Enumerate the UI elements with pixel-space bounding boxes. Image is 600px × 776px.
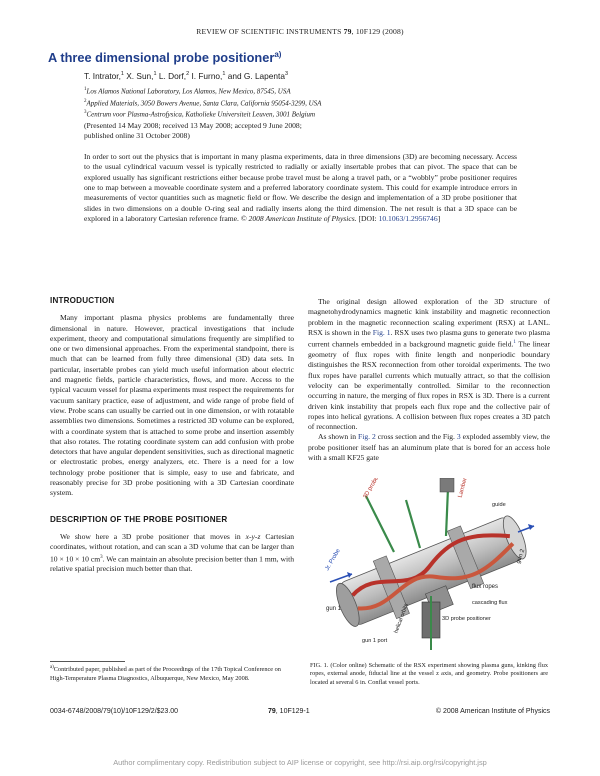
footer-issn: 0034-6748/2008/79(10)/10F129/2/$23.00 <box>50 708 179 715</box>
left-column <box>50 296 294 575</box>
label-port: gun 1 port <box>362 638 388 644</box>
author-list <box>84 71 288 81</box>
figure-1-caption <box>310 662 548 687</box>
probe-rod <box>366 496 394 552</box>
probe-rod <box>406 500 420 548</box>
label-lamber-probe: Lamber probe <box>457 478 474 499</box>
author: X. Sun,$^1$ <box>126 71 157 81</box>
journal-header <box>0 27 600 36</box>
caption-text: (Color online) Schematic of the RSX experiment showing plasma guns, kinking flux ropes, external anode, fiducial line at the vessel z axis, and geometry. Probe positioners are located at several 6 in. Conflat vessel ports. <box>310 662 548 686</box>
label-cascading: cascading flux <box>472 600 508 606</box>
section-heading-introduction: INTRODUCTION <box>50 296 115 305</box>
author: and G. Lapenta$^3$ <box>227 71 289 81</box>
rsx-paragraph: The original design allowed exploration of the 3D structure of magnetohydrodynamics magnetic kink instability and magnetic reconnection problem in the magnetic reconnection scaling experiment (RSX) at LANL. RSX is shown in the Fig. 1. RSX uses two plasma guns to generate two plasma current channels embedded in a background magnetic guide field.$^1$ The linear geometry of flux ropes with finite length and nonperiodic boundary distinguishes the RSX reconnection from other toroidal experiments. The two flux ropes have parallel currents which mutually attract, so that the collision velocity can be experimentally controlled. Similar to the reconnection occurring in nature, the merging of flux ropes in RSX is 3D. There is a current driven kink instability that propels each flux rope and the collective pair of ropes into helical gyrations. A collision between flux ropes creates a 3D patch of reconnection. <box>308 297 550 432</box>
figure-1 <box>322 478 542 652</box>
ref-1-link[interactable]: 1 <box>513 340 516 346</box>
author: L. Dorf,$^2$ <box>158 71 190 81</box>
label-guide: guide <box>492 502 506 508</box>
affiliation: $^3$Centrum voor Plasma-Astrofysica, Katholieke Universiteit Leuven, 3001 Belgium <box>84 110 316 119</box>
affiliation: $^2$Applied Materials, 3050 Bowers Avenue, Santa Clara, California 95054-3299, USA <box>84 98 322 108</box>
author: I. Furno,$^1$ <box>191 71 226 81</box>
label-3d-probe: 3D probe <box>362 478 381 500</box>
fig3-link[interactable]: 3 <box>456 432 461 442</box>
section-heading-description: DESCRIPTION OF THE PROBE POSITIONER <box>50 514 228 524</box>
history-line: published online 31 October 2008) <box>84 131 190 140</box>
footnote: $^{a)}$Contributed paper, published as part of the Proceedings of the 17th Topical Conference on High-Temperature Plasma Diagnostics, Albuquerque, New Mexico, May 2008. <box>50 665 281 682</box>
fig2-link[interactable]: Fig. 2 <box>358 432 376 442</box>
abstract: In order to sort out the physics that is important in many plasma experiments, data in three dimensions (3D) are becoming necessary. Access to the usual cylindrical vacuum vessel is typically restricted to radially or axially insertable probes that can pivot. The space that can be explored usually has significant restrictions either because probe travel must be along a travel path, or a “wobbly” probe positioner requires one to map between a moveable coordinate system and a preferred laboratory coordinate system. This could for example introduce errors in measurements of vector quantities such as magnetic field or flow. We describe the design and implementation of a 3D probe positioner that slides in two dimensions on a double O-ring seal and radially inserts along the third dimension. The net result is that a 3D space can be explored in a laboratory Cartesian reference frame. © 2008 American Institute of Physics. [DOI: 10.1063/1.2956746] <box>84 152 517 224</box>
footer-copyright: © 2008 American Institute of Physics <box>435 708 550 715</box>
footnote-rule <box>50 661 125 662</box>
affiliations <box>84 85 321 120</box>
history-line: (Presented 14 May 2008; received 13 May 2008; accepted 9 June 2008; <box>84 121 302 130</box>
doi-link[interactable]: 10.1063/1.2956746 <box>378 214 438 224</box>
label-gun-1: gun 1 <box>326 606 342 612</box>
copyright-notice-link[interactable]: Author complimentary copy. Redistribution subject to AIP license or copyright, see http://rsi.aip.org/rsi/copyright.jsp <box>113 758 487 767</box>
rsx-schematic <box>322 478 542 652</box>
journal-name: REVIEW OF SCIENTIFIC INSTRUMENTS <box>196 27 342 36</box>
abstract-text: In order to sort out the physics that is important in many plasma experiments, data in three dimensions (3D) are becoming necessary. Access to the usual cylindrical vacuum vessel is typically restricted to radially or axially insertable probes that can pivot. The space that can be explored usually has significant restrictions either because probe travel must be along a travel path, or a “wobbly” probe positioner requires one to map between a moveable coordinate system and a preferred laboratory coordinate system. This could for example introduce errors in measurements of vector quantities such as magnetic field or flow. We describe the design and implementation of a 3D probe positioner that slides in two dimensions on a double O-ring seal and radially inserts along the third dimension. The net result is that a 3D space can be explored in a laboratory Cartesian reference frame. <box>84 152 517 224</box>
caption-label: FIG. 1. <box>310 662 329 669</box>
paper-title <box>48 50 281 65</box>
label-positioner: 3D probe positioner <box>442 616 491 622</box>
label-jr-probe: Jr. Probe <box>324 548 342 572</box>
affiliation: $^1$Los Alamos National Laboratory, Los Alamos, New Mexico, 87545, USA <box>84 87 291 96</box>
intro-paragraph: Many important plasma physics problems are fundamentally three dimensional in nature. However, practical investigations that include experiment, theory and computational simulations frequently are simplified to one or two dimensional approaches. From the experimental standpoint, there is much that can be learned from fully three dimensional (3D) data sets. In particular, insertable probes can yield much useful information about electric and magnetic fields, particle characteristics, flows, and more. Access to the typical vacuum vessel for plasma experiments must respect the requirements for vacuum sanitary practice, ease of adjustment, and wide range of probe field of view. Probe scans can usually be carried out in one dimension, or with rotatable assemblies two dimensions. Sometimes a restricted 3D volume can be explored, with a coordinate system that is attached to some probe and insertion assembly that also rotates. The rotating coordinate system can add confusion with probe detectors that have angular dependent sensitivities, such as directional magnetic or electrostatic probes, energy analyzers, etc. There is a need for a low technology probe positioner that is simple, easy to use and fabricate, and reasonably precise for 3D probe positioning with a 3D Cartesian coordinate system. <box>50 313 294 498</box>
right-column <box>308 297 550 463</box>
probe-rod <box>446 488 448 536</box>
fig1-link[interactable]: Fig. 1 <box>372 327 391 337</box>
journal-article: , 10F129 (2008) <box>351 27 404 36</box>
label-helical-orbits: helical orbits <box>393 602 410 635</box>
journal-volume: 79 <box>343 27 352 36</box>
abstract-copyright: © 2008 American Institute of Physics. <box>240 214 357 224</box>
author: T. Intrator,$^1$ <box>84 71 124 81</box>
paper-title-text: A three dimensional probe positioner <box>48 50 275 65</box>
publication-history <box>84 121 524 141</box>
title-footnote-mark[interactable]: a) <box>274 50 282 59</box>
label-gun-2: gun 2 <box>515 548 527 565</box>
label-flux-ropes: flux ropes <box>472 584 499 590</box>
positioner-paragraph: As shown in Fig. 2 cross section and the Fig. 3 exploded assembly view, the probe positioner itself has an aluminum plate that is bored for an access hole with a small KF25 gate <box>308 432 550 462</box>
description-paragraph: We show here a 3D probe positioner that moves in x-y-z Cartesian coordinates, without rotation, and can scan a 3D volume that can be larger than 10 × 10 × 10 $cm^3$. We can maintain an absolute precision better than 1 mm, with relative spatial precision much better than that. <box>50 531 294 574</box>
footer-page-number: 79, 10F129-1 <box>268 708 310 715</box>
